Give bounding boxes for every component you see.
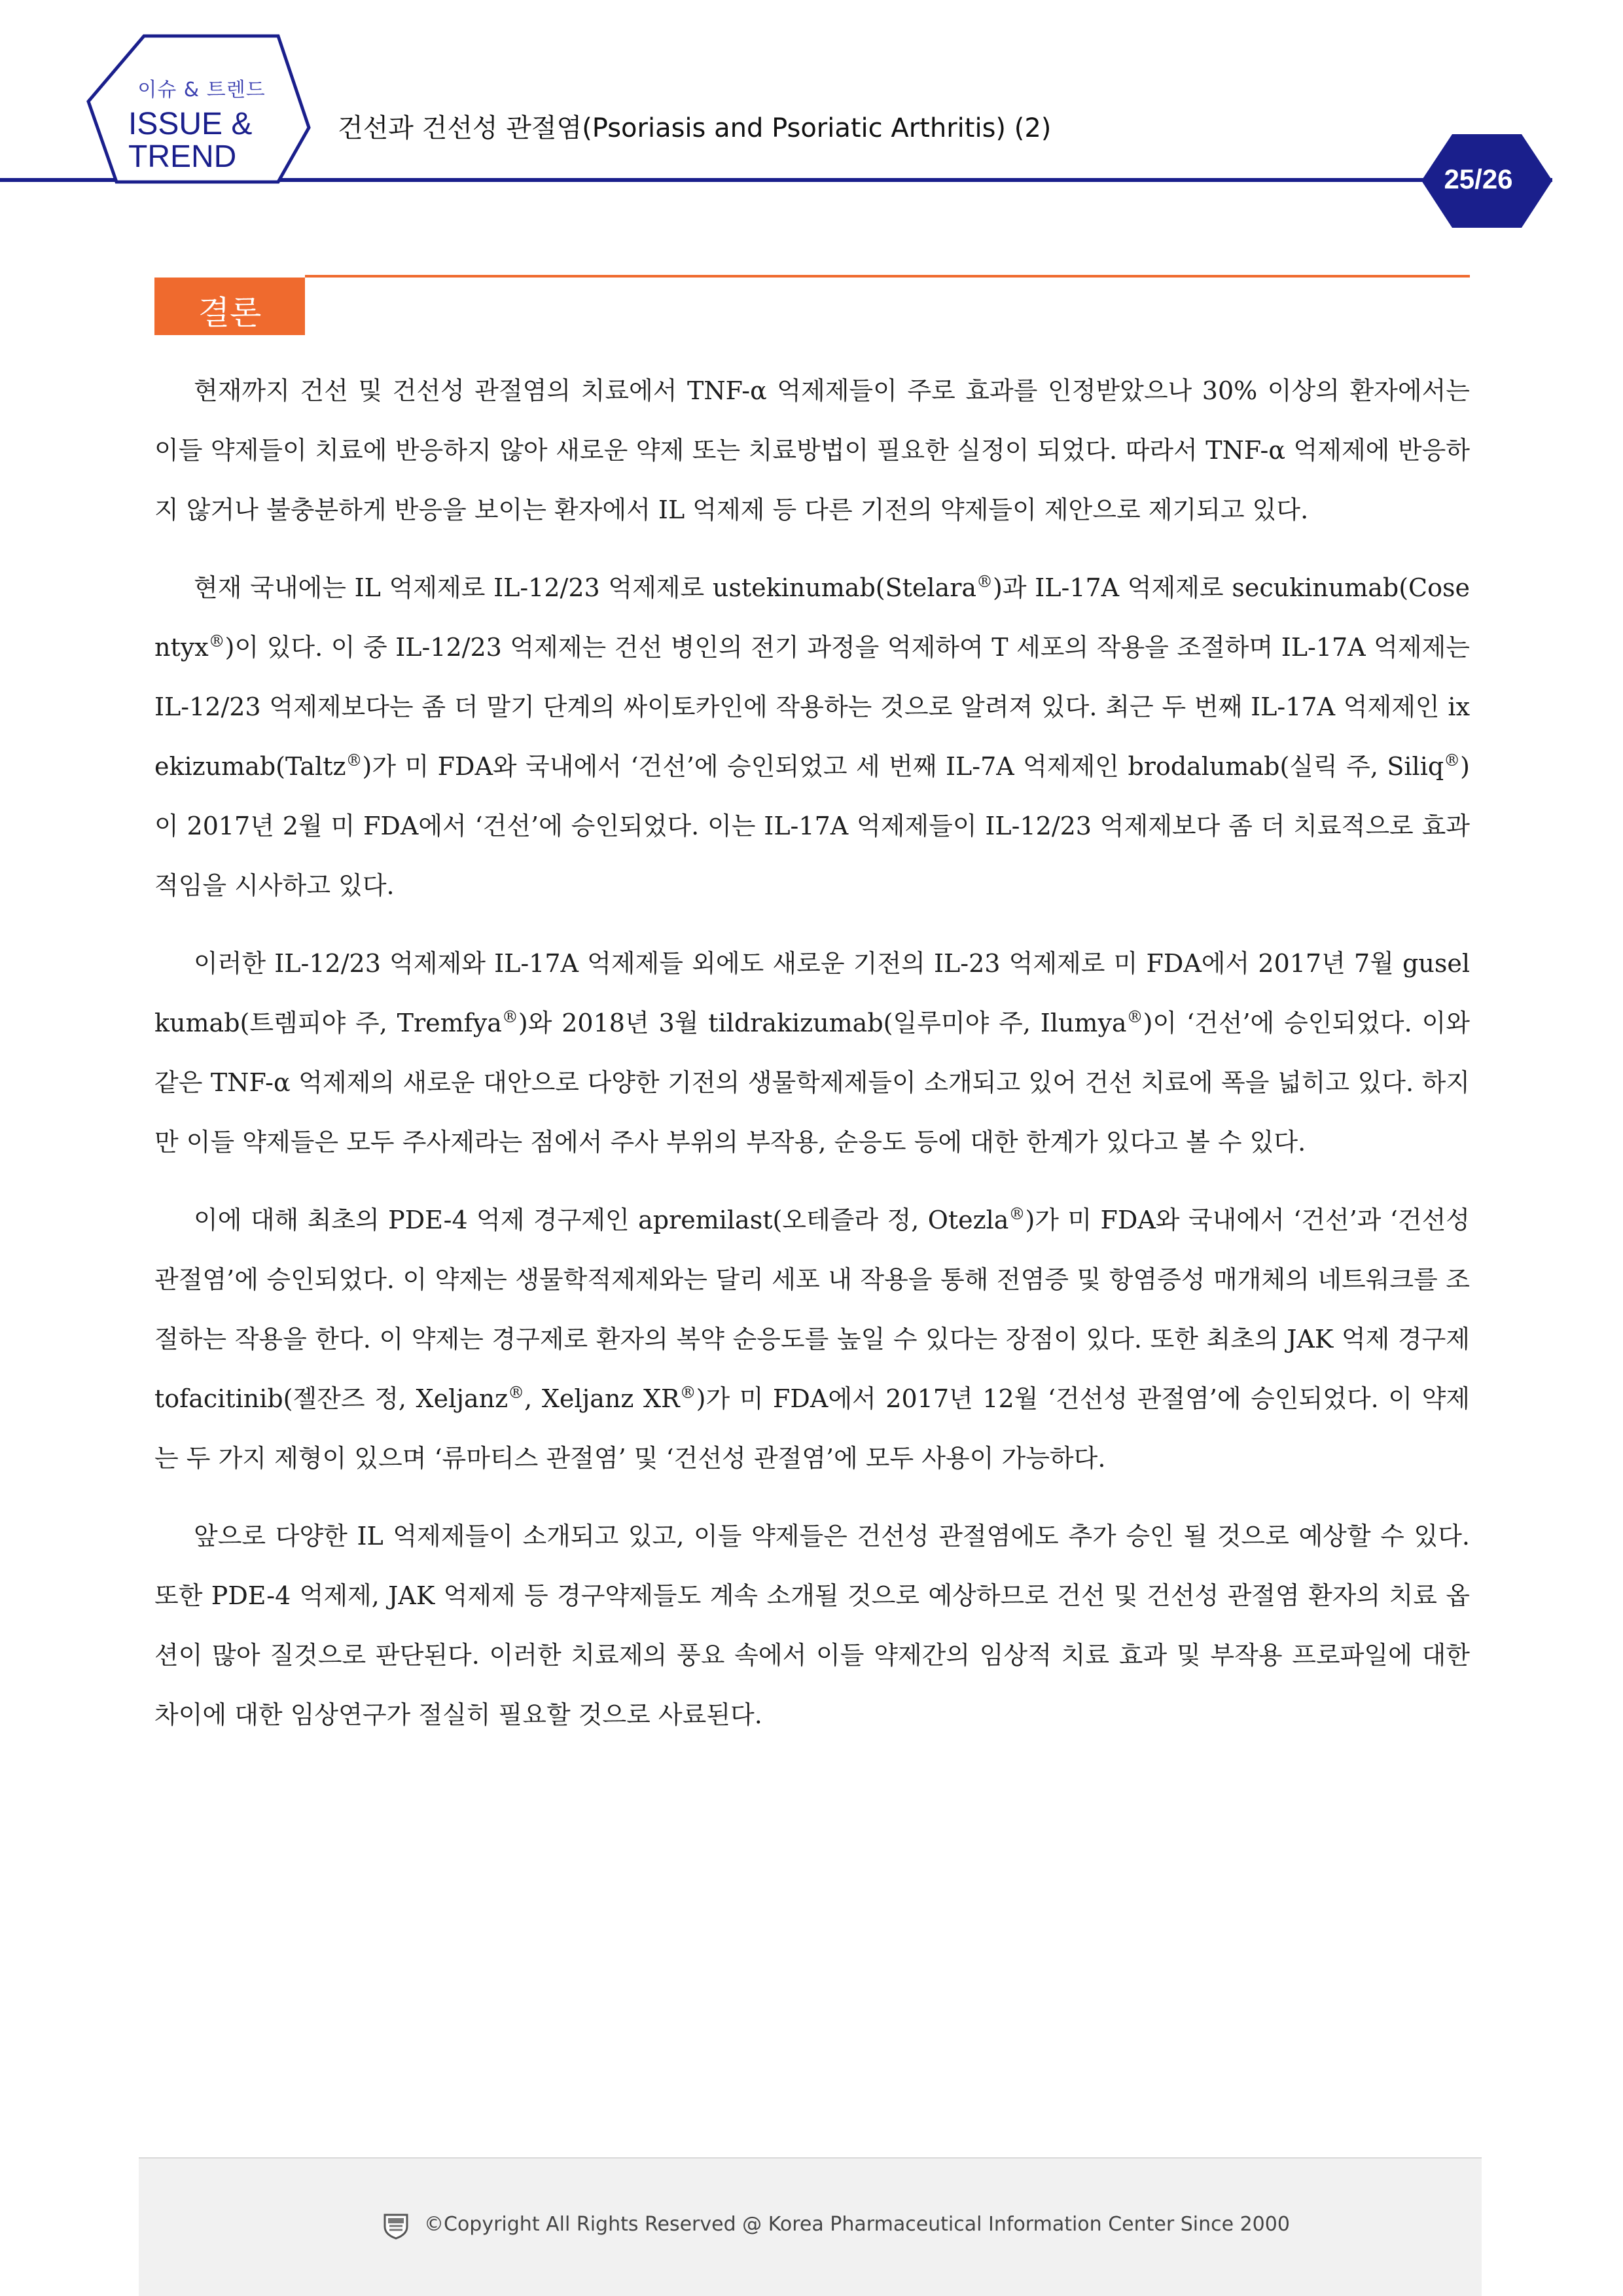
brand-issue: ISSUE & [128,107,253,141]
section-heading: 결론 [198,294,262,332]
registered-mark: ® [1008,1204,1026,1223]
registered-mark: ® [976,572,993,591]
registered-mark: ® [508,1383,525,1402]
registered-mark: ® [346,751,363,770]
paragraph: 현재 국내에는 IL 억제제로 IL-12/23 억제제로 ustekinumab(Stelara®)과 IL-17A 억제제로 secukinumab(Cosentyx®)이 있다. 이 중 IL-12/23 억제제는 건선 병인의 전기 과정을 억제하여 T 세포의 작용을 조절하며 IL-17A 억제제는 IL-12/23 억제제보다는 좀 더 말기 단계의 싸이토카인에 작용하는 것으로 알려져 있다. 최근 두 번째 IL-17A 억제제인 ixekizumab(Taltz®)가 미 FDA와 국내에서 ‘건선’에 승인되었고 세 번째 IL-7A 억제제인 brodalumab(실릭 주, Siliq®)이 2017년 2월 미 FDA에서 ‘건선’에 승인되었다. 이는 IL-17A 억제제들이 IL-12/23 억제제보다 좀 더 치료적으로 효과적임을 시사하고 있다. [154,572,1470,900]
document-title: 건선과 건선성 관절염(Psoriasis and Psoriatic Arthritis) (2) [338,113,1052,143]
paragraph: 앞으로 다양한 IL 억제제들이 소개되고 있고, 이들 약제들은 건선성 관절염에도 추가 승인 될 것으로 예상할 수 있다. 또한 PDE-4 억제제, JAK 억제제 등 경구약제들도 계속 소개될 것으로 예상하므로 건선 및 건선성 관절염 환자의 치료 옵션이 많아 질것으로 판단된다. 이러한 치료제의 풍요 속에서 이들 약제간의 임상적 치료 효과 및 부작용 프로파일에 대한 차이에 대한 임상연구가 절실히 필요할 것으로 사료된다. [154,1522,1470,1729]
section-heading-box [154,278,305,335]
brand-trend: TREND [128,139,237,174]
section-heading-rule [305,275,1470,278]
body-text [154,361,1470,1763]
registered-mark: ® [501,1007,518,1026]
paragraph: 이에 대해 최초의 PDE-4 억제 경구제인 apremilast(오테즐라 정, Otezla®)가 미 FDA와 국내에서 ‘건선’과 ‘건선성 관절염’에 승인되었다. 이 약제는 생물학적제제와는 달리 세포 내 작용을 통해 전염증 및 항염증성 매개체의 네트워크를 조절하는 작용을 한다. 이 약제는 경구제로 환자의 복약 순응도를 높일 수 있다는 장점이 있다. 또한 최초의 JAK 억제 경구제 tofacitinib(젤잔즈 정, Xeljanz®, Xeljanz XR®)가 미 FDA에서 2017년 12월 ‘건선성 관절염’에 승인되었다. 이 약제는 두 가지 제형이 있으며 ‘류마티스 관절염’ 및 ‘건선성 관절염’에 모두 사용이 가능하다. [154,1204,1471,1473]
registered-mark: ® [1126,1007,1143,1026]
kpic-shield-logo-icon [382,2212,410,2240]
footer-copyright: ©Copyright All Rights Reserved @ Korea Pharmaceutical Information Center Since 2000 [424,2213,1290,2236]
registered-mark: ® [208,632,225,651]
paragraph: 현재까지 건선 및 건선성 관절염의 치료에서 TNF-α 억제제들이 주로 효과를 인정받았으나 30% 이상의 환자에서는 이들 약제들이 치료에 반응하지 않아 새로운 약제 또는 치료방법이 필요한 실정이 되었다. 따라서 TNF-α 억제제에 반응하지 않거나 불충분하게 반응을 보이는 환자에서 IL 억제제 등 다른 기전의 약제들이 제안으로 제기되고 있다. [154,376,1470,524]
registered-mark: ® [679,1383,696,1402]
page-number: 25/26 [1444,164,1513,194]
paragraph: 이러한 IL-12/23 억제제와 IL-17A 억제제들 외에도 새로운 기전의 IL-23 억제제로 미 FDA에서 2017년 7월 guselkumab(트렘피야 주, Tremfya®)와 2018년 3월 tildrakizumab(일루미야 주, Ilumya®)이 ‘건선’에 승인되었다. 이와 같은 TNF-α 억제제의 새로운 대안으로 다양한 기전의 생물학제제들이 소개되고 있어 건선 치료에 폭을 넓히고 있다. 하지만 이들 약제들은 모두 주사제라는 점에서 주사 부위의 부작용, 순응도 등에 대한 한계가 있다고 볼 수 있다. [154,949,1470,1157]
registered-mark: ® [1444,751,1461,770]
brand-korean: 이슈 & 트렌드 [137,79,266,101]
